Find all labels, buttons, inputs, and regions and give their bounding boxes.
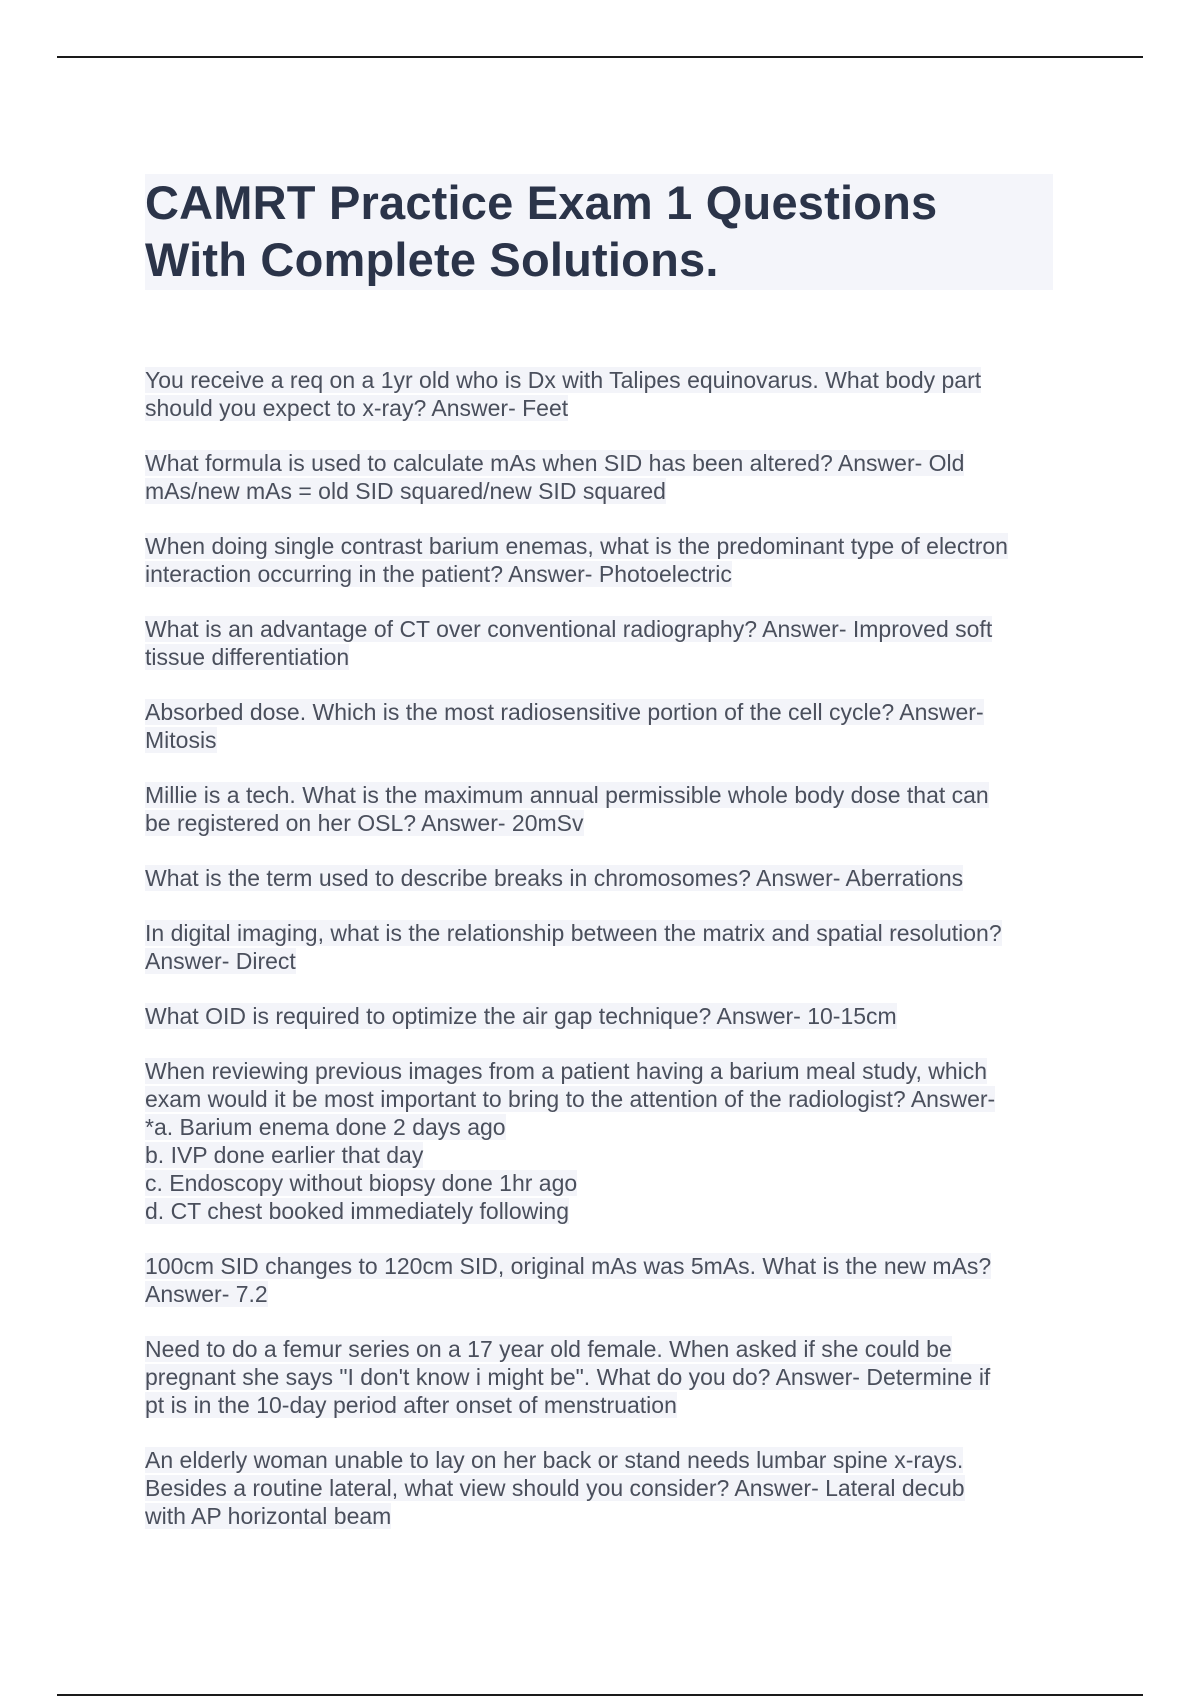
- qa-line: [145, 947, 1065, 975]
- qa-line: [145, 1057, 1065, 1085]
- qa-line-text: What OID is required to optimize the air gap technique? Answer- 10-15cm: [145, 1003, 897, 1029]
- qa-line-text: be registered on her OSL? Answer- 20mSv: [145, 810, 584, 836]
- qa-item: [145, 864, 1065, 892]
- qa-line: [145, 366, 1065, 394]
- qa-line-text: should you expect to x-ray? Answer- Feet: [145, 395, 569, 421]
- qa-line-text: When doing single contrast barium enemas, what is the predominant type of electron: [145, 533, 1008, 559]
- qa-line: [145, 781, 1065, 809]
- qa-line: [145, 809, 1065, 837]
- qa-line-text: You receive a req on a 1yr old who is Dx with Talipes equinovarus. What body part: [145, 367, 982, 393]
- qa-item: [145, 532, 1065, 588]
- qa-line: [145, 698, 1065, 726]
- qa-line: [145, 1391, 1065, 1419]
- qa-line: [145, 1474, 1065, 1502]
- qa-line-text: pt is in the 10-day period after onset of menstruation: [145, 1392, 677, 1418]
- title-line: CAMRT Practice Exam 1 Questions: [145, 176, 938, 229]
- qa-line: [145, 864, 1065, 892]
- qa-line: [145, 1002, 1065, 1030]
- qa-line-text: 100cm SID changes to 120cm SID, original mAs was 5mAs. What is the new mAs?: [145, 1253, 992, 1279]
- qa-line-text: pregnant she says "I don't know i might be". What do you do? Answer- Determine if: [145, 1364, 991, 1390]
- top-divider: [57, 56, 1143, 58]
- qa-item: [145, 1057, 1065, 1225]
- qa-line-text: Mitosis: [145, 727, 217, 753]
- qa-item: [145, 1335, 1065, 1419]
- qa-line: [145, 1197, 1065, 1225]
- qa-line-text: with AP horizontal beam: [145, 1503, 392, 1529]
- qa-line: [145, 532, 1065, 560]
- qa-line-text: Millie is a tech. What is the maximum annual permissible whole body dose that can: [145, 782, 989, 808]
- qa-line: [145, 1335, 1065, 1363]
- qa-line: [145, 726, 1065, 754]
- qa-line: [145, 449, 1065, 477]
- qa-line: [145, 477, 1065, 505]
- qa-item: [145, 1002, 1065, 1030]
- qa-line-text: When reviewing previous images from a patient having a barium meal study, which: [145, 1058, 988, 1084]
- bottom-divider: [57, 1694, 1143, 1696]
- qa-line: [145, 394, 1065, 422]
- qa-line-text: Absorbed dose. Which is the most radiosensitive portion of the cell cycle? Answer-: [145, 699, 984, 725]
- qa-line-text: c. Endoscopy without biopsy done 1hr ago: [145, 1170, 578, 1196]
- qa-line: [145, 560, 1065, 588]
- qa-line: [145, 1363, 1065, 1391]
- qa-line-text: An elderly woman unable to lay on her back or stand needs lumbar spine x-rays.: [145, 1447, 964, 1473]
- qa-line: [145, 919, 1065, 947]
- qa-list: [145, 366, 1065, 1557]
- qa-item: [145, 366, 1065, 422]
- qa-item: [145, 919, 1065, 975]
- qa-line-text: b. IVP done earlier that day: [145, 1142, 424, 1168]
- qa-line: [145, 1141, 1065, 1169]
- qa-line-text: *a. Barium enema done 2 days ago: [145, 1114, 506, 1140]
- qa-line-text: What is an advantage of CT over conventional radiography? Answer- Improved soft: [145, 616, 993, 642]
- qa-line-text: exam would it be most important to bring to the attention of the radiologist? Answer-: [145, 1086, 996, 1112]
- title-block: [145, 174, 1053, 290]
- qa-item: [145, 449, 1065, 505]
- qa-item: [145, 615, 1065, 671]
- qa-line: [145, 1113, 1065, 1141]
- qa-line-text: Need to do a femur series on a 17 year old female. When asked if she could be: [145, 1336, 952, 1362]
- qa-line-text: tissue differentiation: [145, 644, 350, 670]
- qa-line-text: d. CT chest booked immediately following: [145, 1198, 570, 1224]
- qa-line-text: interaction occurring in the patient? Answer- Photoelectric: [145, 561, 732, 587]
- qa-line-text: In digital imaging, what is the relationship between the matrix and spatial resolution?: [145, 920, 1002, 946]
- qa-line-text: Answer- Direct: [145, 948, 296, 974]
- qa-line-text: Answer- 7.2: [145, 1281, 268, 1307]
- qa-line: [145, 1085, 1065, 1113]
- page-title: [145, 174, 1053, 288]
- title-line: With Complete Solutions.: [145, 233, 719, 286]
- qa-item: [145, 698, 1065, 754]
- qa-item: [145, 1446, 1065, 1530]
- qa-line: [145, 1169, 1065, 1197]
- qa-line: [145, 615, 1065, 643]
- qa-line-text: mAs/new mAs = old SID squared/new SID squared: [145, 478, 666, 504]
- qa-line: [145, 1502, 1065, 1530]
- qa-line: [145, 643, 1065, 671]
- qa-item: [145, 781, 1065, 837]
- qa-line-text: What formula is used to calculate mAs when SID has been altered? Answer- Old: [145, 450, 965, 476]
- qa-line: [145, 1252, 1065, 1280]
- qa-line-text: Besides a routine lateral, what view should you consider? Answer- Lateral decub: [145, 1475, 965, 1501]
- qa-line: [145, 1446, 1065, 1474]
- qa-line: [145, 1280, 1065, 1308]
- qa-item: [145, 1252, 1065, 1308]
- qa-line-text: What is the term used to describe breaks in chromosomes? Answer- Aberrations: [145, 865, 964, 891]
